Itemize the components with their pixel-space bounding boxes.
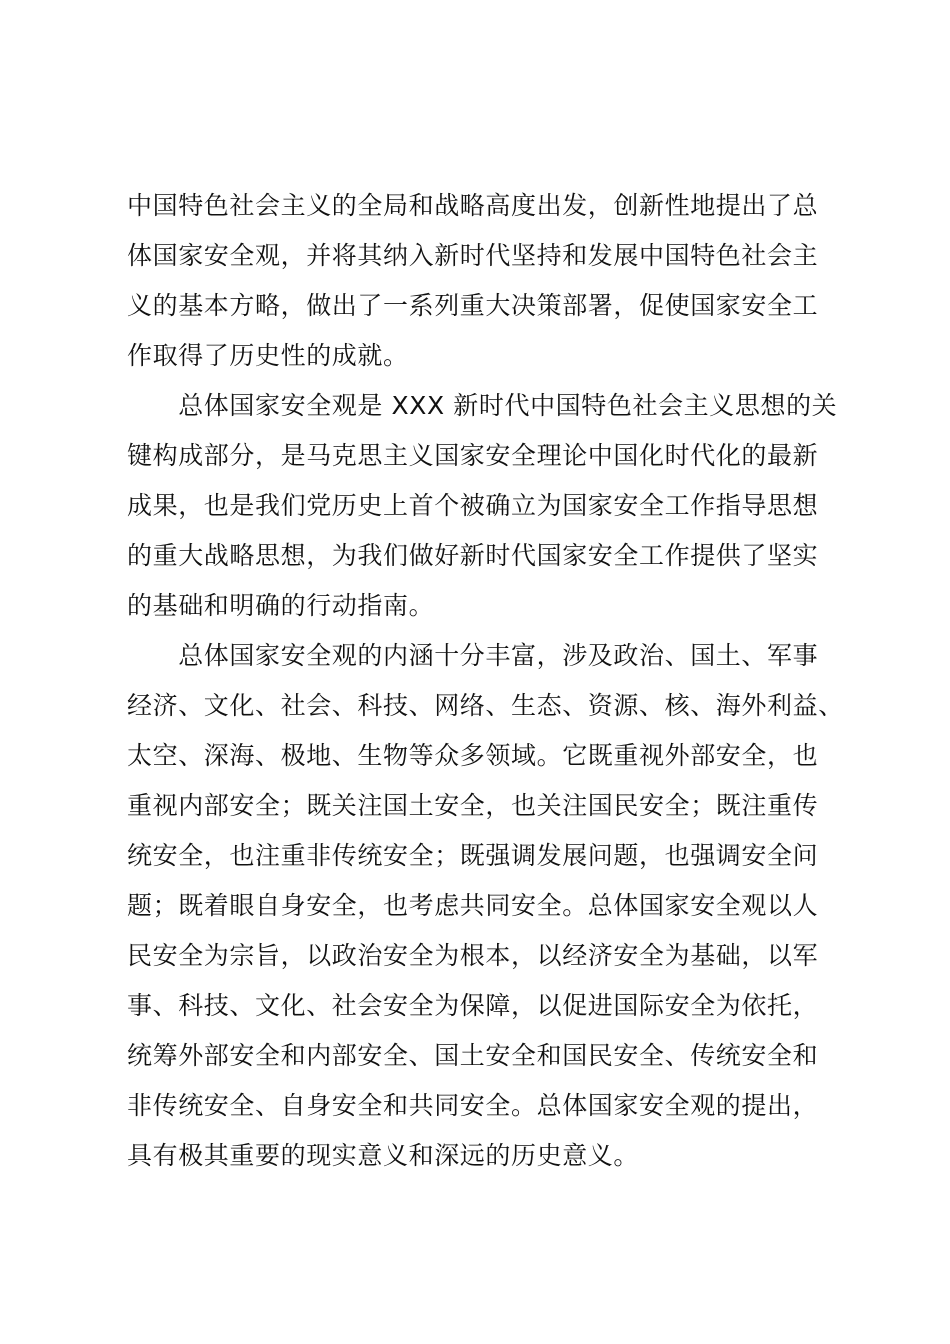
text-line: 太空、深海、极地、生物等众多领域。它既重视外部安全，也: [127, 741, 819, 770]
text-line: 重视内部安全；既关注国土安全，也关注国民安全；既注重传: [127, 791, 819, 820]
text-line: 的基础和明确的行动指南。: [127, 591, 435, 620]
text-line: 成果，也是我们党历史上首个被确立为国家安全工作指导思想: [127, 491, 819, 520]
text-line: 题；既着眼自身安全，也考虑共同安全。总体国家安全观以人: [127, 891, 819, 920]
text-line: 作取得了历史性的成就。: [127, 341, 409, 370]
text-line: 总体国家安全观的内涵十分丰富，涉及政治、国土、军事: [127, 641, 819, 670]
text-line: 中国特色社会主义的全局和战略高度出发，创新性地提出了总: [127, 191, 819, 220]
text-line: 统筹外部安全和内部安全、国土安全和国民安全、传统安全和: [127, 1041, 819, 1070]
text-line: 总体国家安全观是 XXX 新时代中国特色社会主义思想的关: [127, 391, 838, 420]
text-line: 民安全为宗旨，以政治安全为根本，以经济安全为基础，以军: [127, 941, 819, 970]
text-line: 统安全，也注重非传统安全；既强调发展问题，也强调安全问: [127, 841, 819, 870]
text-line: 义的基本方略，做出了一系列重大决策部署，促使国家安全工: [127, 291, 819, 320]
body-text: [127, 181, 844, 1181]
text-line: 事、科技、文化、社会安全为保障，以促进国际安全为依托，: [127, 991, 819, 1020]
text-line: 键构成部分，是马克思主义国家安全理论中国化时代化的最新: [127, 441, 819, 470]
text-line: 非传统安全、自身安全和共同安全。总体国家安全观的提出，: [127, 1091, 819, 1120]
text-line: 经济、文化、社会、科技、网络、生态、资源、核、海外利益、: [127, 691, 844, 720]
text-line: 的重大战略思想，为我们做好新时代国家安全工作提供了坚实: [127, 541, 819, 570]
text-line: 具有极其重要的现实意义和深远的历史意义。: [127, 1141, 640, 1170]
text-line: 体国家安全观，并将其纳入新时代坚持和发展中国特色社会主: [127, 241, 819, 270]
